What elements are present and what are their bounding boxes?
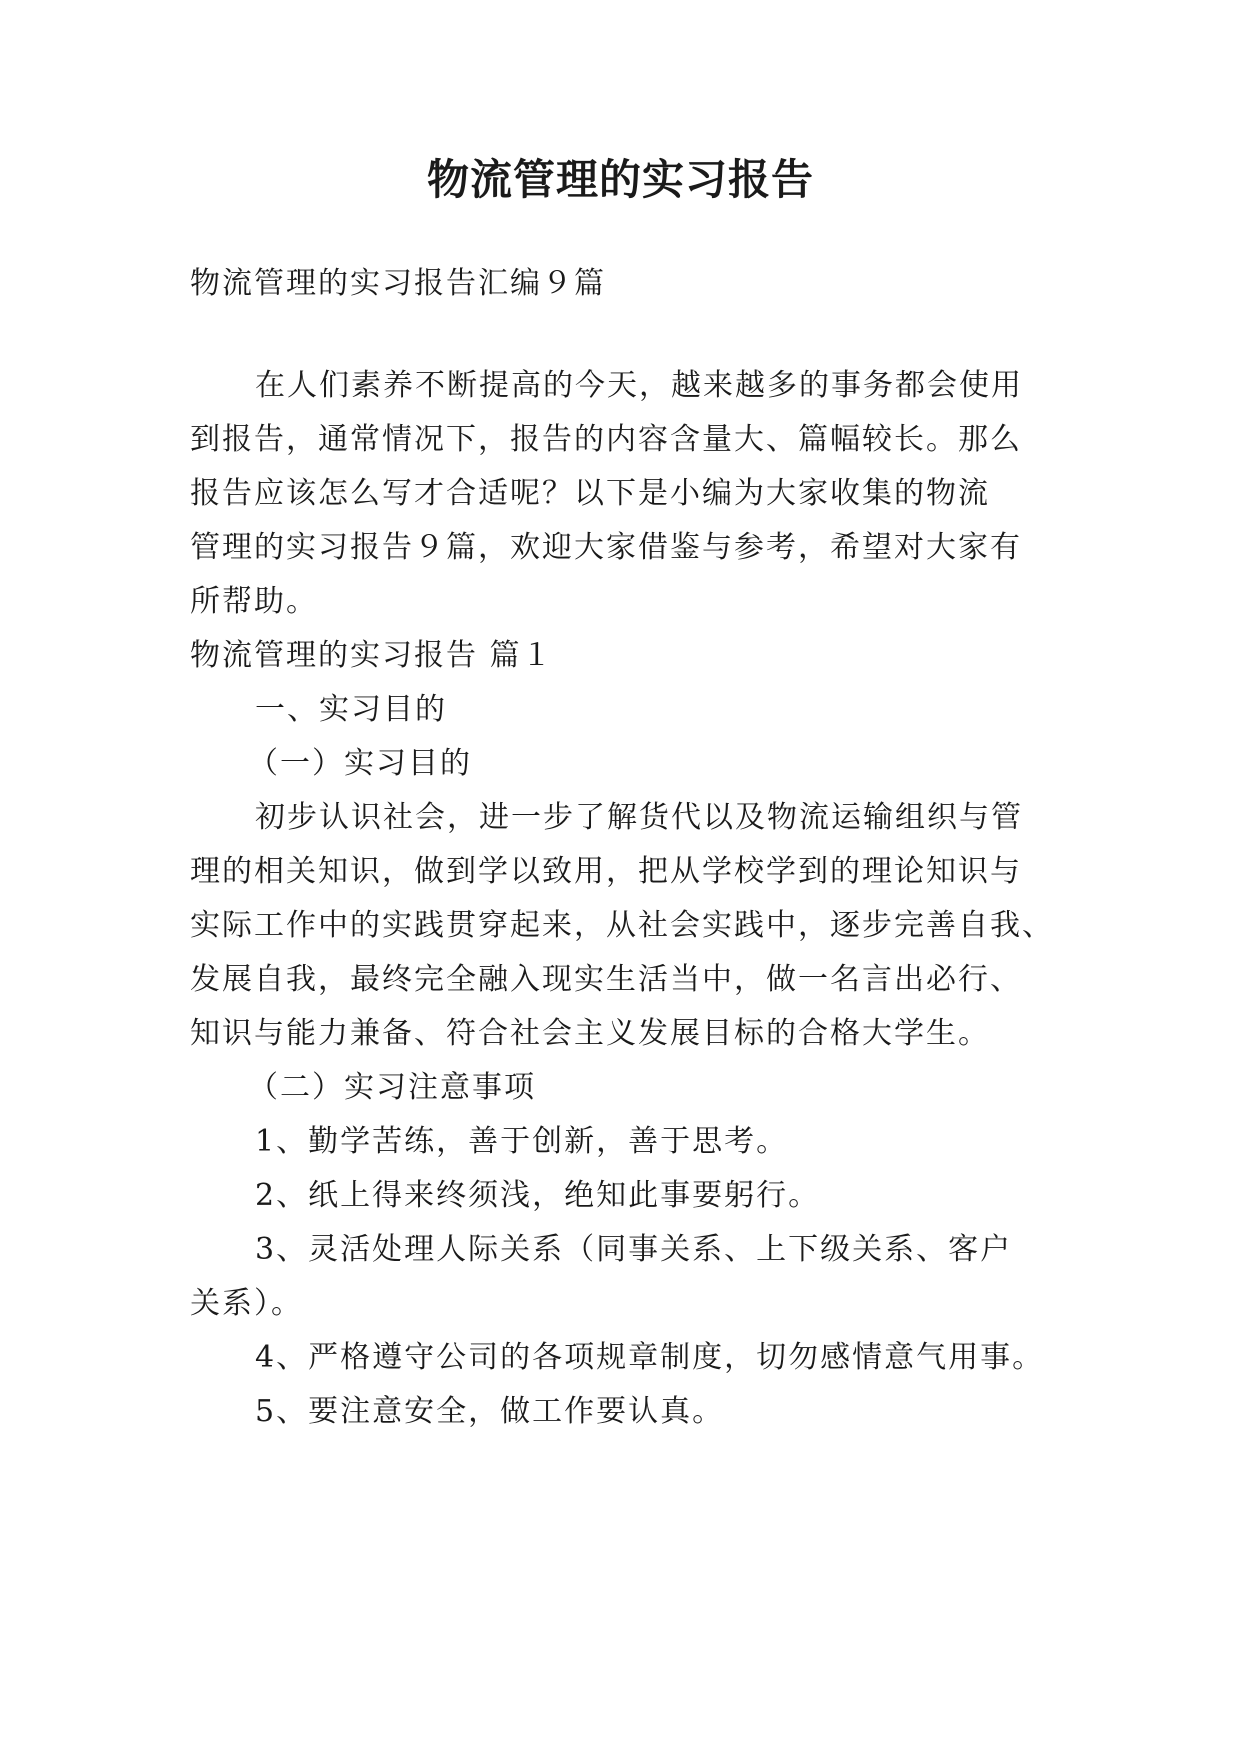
intro-line-5: 所帮助。	[190, 584, 318, 619]
subheading-purpose: （一）实习目的	[248, 746, 472, 781]
intro-line-1: 在人们素养不断提高的今天，越来越多的事务都会使用	[255, 368, 1023, 403]
heading-purpose: 一、实习目的	[255, 692, 447, 727]
intro-line-3: 报告应该怎么写才合适呢？以下是小编为大家收集的物流	[190, 476, 990, 511]
intro-line-2: 到报告，通常情况下，报告的内容含量大、篇幅较长。那么	[190, 422, 1022, 457]
purpose-line-5: 知识与能力兼备、符合社会主义发展目标的合格大学生。	[190, 1016, 990, 1051]
section-heading: 物流管理的实习报告 篇１	[190, 638, 554, 673]
subheading-notes: （二）实习注意事项	[248, 1070, 536, 1105]
note-line-3: 3、灵活处理人际关系（同事关系、上下级关系、客户	[255, 1232, 1013, 1267]
purpose-line-1: 初步认识社会，进一步了解货代以及物流运输组织与管	[255, 800, 1023, 835]
note-line-4: 4、严格遵守公司的各项规章制度，切勿感情意气用事。	[255, 1340, 1045, 1375]
note-line-5: 5、要注意安全，做工作要认真。	[255, 1394, 725, 1429]
purpose-line-4: 发展自我，最终完全融入现实生活当中，做一名言出必行、	[190, 962, 1022, 997]
note-line-3-cont: 关系）。	[190, 1286, 303, 1321]
note-line-2: 2、纸上得来终须浅，绝知此事要躬行。	[255, 1178, 821, 1213]
note-line-1: 1、勤学苦练，善于创新，善于思考。	[255, 1124, 789, 1159]
purpose-line-3: 实际工作中的实践贯穿起来，从社会实践中，逐步完善自我、	[190, 908, 1054, 943]
intro-line-4: 管理的实习报告９篇，欢迎大家借鉴与参考，希望对大家有	[190, 530, 1022, 565]
document-title: 物流管理的实习报告	[426, 155, 814, 204]
document-subtitle: 物流管理的实习报告汇编９篇	[190, 266, 606, 301]
purpose-line-2: 理的相关知识，做到学以致用，把从学校学到的理论知识与	[190, 854, 1022, 889]
